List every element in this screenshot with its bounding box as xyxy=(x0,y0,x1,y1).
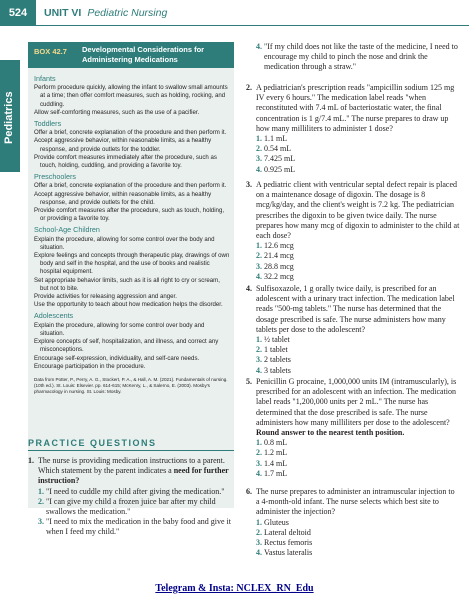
option-text: 1.4 mL xyxy=(264,458,288,468)
practice-question xyxy=(246,180,460,282)
answer-option[interactable] xyxy=(246,345,460,355)
box-section-item: Explore feelings and concepts through therapeutic play, drawings of own body and self in the hospital, and the use of books and realistic hospital equipment. xyxy=(34,252,230,276)
option-text: Rectus femoris xyxy=(264,538,313,548)
box-section-heading: Adolescents xyxy=(34,311,74,321)
option-number: 4. xyxy=(256,468,262,478)
question-text: The nurse is providing medication instructions to a parent. Which statement by the parent indicates a xyxy=(38,456,225,476)
question-text: The nurse prepares to administer an intramuscular injection to a 4-month-old infant. The nurse selects which best site to administer the injection? xyxy=(256,487,455,517)
answer-option[interactable] xyxy=(28,517,234,537)
box-body xyxy=(34,72,230,395)
box-section-item: Perform procedure quickly, allowing the infant to swallow small amounts at a time; then offer comfort measures, such as holding, rocking, and cuddling. xyxy=(34,84,228,108)
question-text: Penicillin G procaine, 1,000,000 units IM (intramuscularly), is prescribed for an adolescent with an infection. The medication label reads "1,200,000 units per 2 mL." The nurse has determined that the dose prescribed is safe. The nurse administers how many milliliters per dose to the adolescent? xyxy=(256,377,457,427)
practice-questions-heading: PRACTICE QUESTIONS xyxy=(28,438,157,448)
box-section-item: Explain the procedure, allowing for some control over the body and situation. xyxy=(34,235,215,251)
box-section-heading: Toddlers xyxy=(34,119,62,129)
option-number: 4. xyxy=(256,548,262,558)
answer-option[interactable] xyxy=(246,528,460,538)
option-number: 3. xyxy=(256,154,262,164)
answer-option[interactable] xyxy=(246,42,460,73)
question-text: A pediatric client with ventricular septal defect repair is placed on a maintenance dosage of digoxin. The dosage is 8 mcg/kg/day, and the client's weight is 7.2 kg. The pediatrician prescribes the digoxin to be given twice daily. The nurse prepares how many mcg of digoxin to administer to the child at each dose? xyxy=(256,180,460,241)
option-number: 2. xyxy=(256,144,262,154)
answer-option[interactable] xyxy=(246,548,460,558)
option-text: 0.54 mL xyxy=(264,144,292,154)
unit-label xyxy=(44,7,167,19)
side-tab-label: Pediatrics xyxy=(3,91,15,144)
side-tab xyxy=(0,60,20,172)
box-section-item: Explain the procedure, allowing for some control over body and situation. xyxy=(34,321,205,337)
answer-option[interactable] xyxy=(28,497,234,517)
option-text: 1 tablet xyxy=(264,345,288,355)
box-section-item: Offer a brief, concrete explanation of the procedure and then perform it. xyxy=(34,182,227,190)
footer-link[interactable]: Telegram & Insta: NCLEX_RN_Edu xyxy=(155,583,314,594)
question-stem xyxy=(246,284,460,335)
question-number: 6. xyxy=(246,487,252,496)
question-number: 1. xyxy=(28,456,34,465)
option-number: 4. xyxy=(256,365,262,375)
option-text: "I need to cuddle my child after giving the medication." xyxy=(46,486,225,496)
box-citation: Data from Potter, P., Perry, A. G., Stockert, P. A., & Hall, A. M. (2021). Fundamentals of nursing. (10th ed.). St. Louis: Elsevier. pp. 614-615; McKenry, L., & Salerno, E. (2003). Mosby's pharmacology in nursing. St. Louis: Mosby. xyxy=(34,376,228,394)
option-text: "I need to mix the medication in the baby food and give it when I feed my child." xyxy=(46,517,231,537)
header-rule xyxy=(36,25,469,26)
box-section-heading: School-Age Children xyxy=(34,225,100,235)
question-stem xyxy=(246,377,460,438)
question-emphasis: Round answer to the nearest tenth position. xyxy=(256,428,405,438)
answer-option[interactable] xyxy=(246,262,460,272)
option-number: 2. xyxy=(256,345,262,355)
option-text: 7.425 mL xyxy=(264,154,296,164)
answer-option[interactable] xyxy=(246,134,460,144)
option-number: 3. xyxy=(256,458,262,468)
option-text: 32.2 mcg xyxy=(264,271,294,281)
option-text: 1.7 mL xyxy=(264,468,288,478)
option-text: "I can give my child a frozen juice bar after my child swallows the medication." xyxy=(46,496,216,517)
question-number: 5. xyxy=(246,377,252,386)
box-header xyxy=(28,42,234,68)
question-number: 3. xyxy=(246,180,252,189)
option-text: 2 tablets xyxy=(264,355,291,365)
box-section-item: Allow self-comforting measures, such as the use of a pacifier. xyxy=(34,108,200,116)
page-number: 524 xyxy=(0,0,36,26)
answer-option[interactable] xyxy=(246,251,460,261)
option-text: Lateral deltoid xyxy=(264,527,311,537)
option-number: 2. xyxy=(38,496,44,506)
option-number: 4. xyxy=(256,164,262,174)
unit-subtitle: Pediatric Nursing xyxy=(87,7,168,19)
option-text: "If my child does not like the taste of the medicine, I need to encourage my child to pinch the nose and drink the medication through a straw." xyxy=(264,42,458,72)
question-stem xyxy=(246,487,460,518)
question-stem xyxy=(246,180,460,241)
option-text: Gluteus xyxy=(264,517,289,527)
page-header xyxy=(0,0,469,26)
option-text: ½ tablet xyxy=(264,335,290,345)
option-text: 21.4 mcg xyxy=(264,251,294,261)
answer-option[interactable] xyxy=(246,459,460,469)
practice-question xyxy=(28,456,234,538)
box-section-heading: Preschoolers xyxy=(34,172,76,182)
option-number: 3. xyxy=(256,538,262,548)
box-section-item: Provide comfort measures after the procedure, such as touch, holding, or providing a favorite toy. xyxy=(34,207,225,223)
option-number: 1. xyxy=(256,241,262,251)
option-number: 2. xyxy=(256,527,262,537)
option-text: Vastus lateralis xyxy=(264,548,313,558)
option-number: 1. xyxy=(256,335,262,345)
option-number: 4. xyxy=(256,271,262,281)
box-section-heading: Infants xyxy=(34,74,56,83)
option-text: 0.8 mL xyxy=(264,438,288,448)
unit-title: UNIT VI xyxy=(44,7,82,19)
box-section-item: Use the opportunity to teach about how medication helps the disorder. xyxy=(34,301,223,309)
question-number: 4. xyxy=(246,284,252,293)
answer-option[interactable] xyxy=(246,165,460,175)
question-text: A pediatrician's prescription reads "ampicillin sodium 125 mg IV every 6 hours." The medication label reads "when reconstituted with 7.4 mL of bacteriostatic water, the final concentration is 1 g/7.4 mL." The nurse prepares to draw up how many milliliters to administer 1 dose? xyxy=(256,83,455,133)
box-section-item: Encourage self-expression, individuality, and self-care needs. xyxy=(34,354,200,362)
option-number: 1. xyxy=(256,438,262,448)
option-number: 4. xyxy=(256,42,262,51)
option-number: 3. xyxy=(256,355,262,365)
option-text: 0.925 mL xyxy=(264,164,296,174)
box-section-item: Offer a brief, concrete explanation of the procedure and then perform it. xyxy=(34,129,227,137)
answer-option[interactable] xyxy=(246,366,460,376)
practice-question xyxy=(246,42,460,73)
box-section-item: Accept aggressive behavior, within reasonable limits, as a healthy response, and provide outlets for the toddler. xyxy=(34,137,212,153)
question-stem xyxy=(246,83,460,134)
practice-question xyxy=(246,284,460,376)
question-number: 2. xyxy=(246,83,252,92)
answer-option[interactable] xyxy=(246,144,460,154)
practice-question xyxy=(246,83,460,175)
option-number: 3. xyxy=(38,517,44,527)
option-text: 3 tablets xyxy=(264,365,291,375)
practice-question xyxy=(246,487,460,558)
box-title: Developmental Considerations for Administering Medications xyxy=(82,45,205,64)
answer-option[interactable] xyxy=(246,335,460,345)
answer-option[interactable] xyxy=(246,241,460,251)
box-section-item: Provide activities for releasing aggression and anger. xyxy=(34,293,177,301)
option-number: 1. xyxy=(256,517,262,527)
answer-option[interactable] xyxy=(246,355,460,365)
box-number: BOX 42.7 xyxy=(34,47,67,56)
box-section-item: Explore concepts of self, hospitalization, and illness, and correct any misconceptions. xyxy=(34,338,219,354)
question-emphasis: need for further instruction? xyxy=(38,466,229,486)
box-section-item: Accept aggressive behavior, within reasonable limits, as a healthy response, and provide outlets for the child. xyxy=(34,190,212,206)
option-text: 1.2 mL xyxy=(264,448,288,458)
answer-option[interactable] xyxy=(246,448,460,458)
box-section-item: Encourage participation in the procedure. xyxy=(34,362,146,370)
answer-option[interactable] xyxy=(246,518,460,528)
option-number: 1. xyxy=(38,486,44,496)
answer-option[interactable] xyxy=(28,487,234,497)
answer-option[interactable] xyxy=(246,469,460,479)
option-text: 1.1 mL xyxy=(264,134,288,144)
answer-option[interactable] xyxy=(246,272,460,282)
option-number: 2. xyxy=(256,251,262,261)
answer-option[interactable] xyxy=(246,154,460,164)
practice-question xyxy=(246,377,460,479)
option-number: 1. xyxy=(256,134,262,144)
option-text: 28.8 mcg xyxy=(264,261,294,271)
option-text: 12.6 mcg xyxy=(264,241,294,251)
practice-questions-rule xyxy=(28,450,234,451)
box-section-item: Provide comfort measures immediately after the procedure, such as touch, holding, cuddling, and providing a favorite toy. xyxy=(34,153,217,170)
option-number: 3. xyxy=(256,261,262,271)
box-section-item: Set appropriate behavior limits, such as it is all right to cry or scream, but not to bite. xyxy=(34,276,220,292)
answer-option[interactable] xyxy=(246,438,460,448)
answer-option[interactable] xyxy=(246,538,460,548)
question-stem xyxy=(28,456,234,487)
question-text: Sulfisoxazole, 1 g orally twice daily, is prescribed for an adolescent with a urinary tract infection. The medication label reads "500-mg tablets." The nurse has determined that the dosage prescribed is safe. The nurse administers how many tablets per dose to the adolescent? xyxy=(256,284,455,334)
option-number: 2. xyxy=(256,448,262,458)
